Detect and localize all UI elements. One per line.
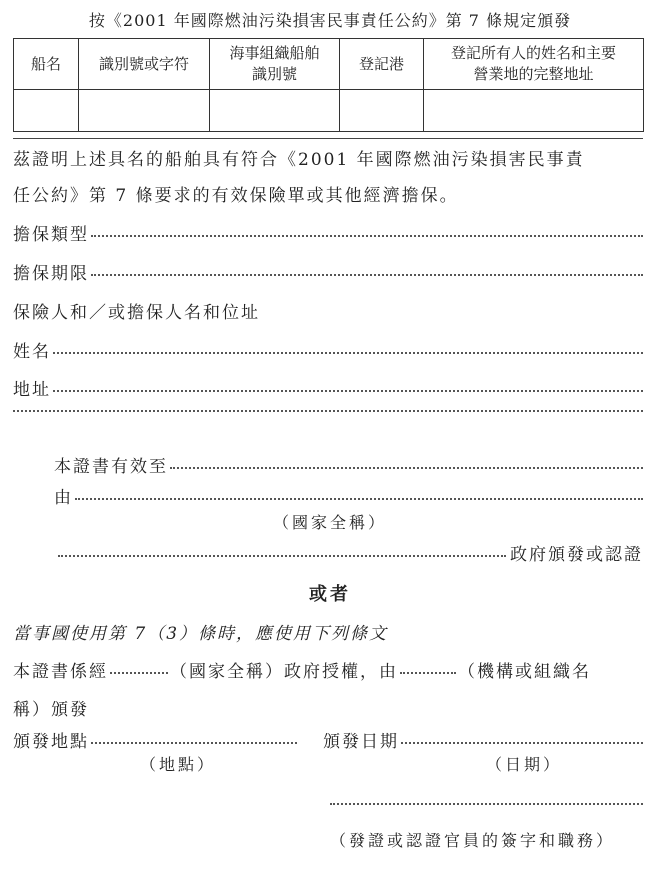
dotted-leader xyxy=(75,498,643,500)
insurer-address-continuation-field[interactable] xyxy=(13,413,643,415)
dotted-leader xyxy=(58,555,506,557)
issued-or-certified-label: 政府頒發或認證 xyxy=(510,545,643,565)
dotted-leader xyxy=(110,672,168,674)
signature-field[interactable] xyxy=(330,806,643,808)
insurer-address-label: 地址 xyxy=(13,380,51,400)
alternative-note: 當事國使用第 7（3）條時，應使用下列條文 xyxy=(13,624,389,644)
dotted-leader xyxy=(400,672,456,674)
dotted-leader xyxy=(330,803,643,805)
security-period-field[interactable] xyxy=(13,259,643,284)
port-of-registry-cell[interactable] xyxy=(340,90,424,132)
owner-address-cell[interactable] xyxy=(424,90,644,132)
insurer-name-label: 姓名 xyxy=(13,342,51,362)
date-note: （日期） xyxy=(486,755,563,774)
security-type-label: 擔保類型 xyxy=(13,225,89,245)
dotted-leader xyxy=(91,274,643,276)
column-header-call-sign: 識別號或字符 xyxy=(79,39,210,90)
call-sign-cell[interactable] xyxy=(79,90,210,132)
table-row xyxy=(14,90,644,132)
issuing-government-field[interactable] xyxy=(58,540,643,565)
column-header-owner-address: 登記所有人的姓名和主要 營業地的完整地址 xyxy=(424,39,644,90)
dotted-leader xyxy=(401,742,643,744)
issuing-state-field[interactable] xyxy=(54,483,643,508)
security-type-field[interactable] xyxy=(13,220,643,245)
imo-number-cell[interactable] xyxy=(210,90,340,132)
state-name-note: （國家全稱） xyxy=(272,513,387,532)
valid-until-label: 本證書有效至 xyxy=(54,457,168,477)
authorization-line[interactable] xyxy=(13,657,643,682)
authorization-text-a: 本證書係經 xyxy=(13,662,108,682)
column-header-imo-number: 海事組織船舶 識別號 xyxy=(210,39,340,90)
table-header-row xyxy=(14,39,644,90)
signature-note: （發證或認證官員的簽字和職務） xyxy=(330,831,616,850)
date-of-issue-label: 頒發日期 xyxy=(323,732,399,752)
form-heading: 按《2001 年國際燃油污染損害民事責任公約》第 7 條規定頒發 xyxy=(88,11,572,30)
authorization-text-b: （國家全稱）政府授權，由 xyxy=(170,662,398,682)
table-bottom-rule xyxy=(13,138,643,139)
security-period-label: 擔保期限 xyxy=(13,264,89,284)
insurer-heading: 保險人和／或擔保人名和位址 xyxy=(13,303,260,323)
authorization-text-line-2: 稱）頒發 xyxy=(13,700,89,720)
column-header-port-of-registry: 登記港 xyxy=(340,39,424,90)
dotted-leader xyxy=(53,390,643,392)
certify-text-line-2: 任公約》第 7 條要求的有效保險單或其他經濟擔保。 xyxy=(13,186,459,206)
or-heading: 或者 xyxy=(309,584,351,605)
dotted-leader xyxy=(13,410,643,412)
certify-text-line-1: 茲證明上述具名的船舶具有符合《2001 年國際燃油污染損害民事責 xyxy=(13,150,585,170)
place-note: （地點） xyxy=(140,755,217,774)
ship-name-cell[interactable] xyxy=(14,90,79,132)
place-of-issue-label: 頒發地點 xyxy=(13,732,89,752)
dotted-leader xyxy=(91,235,643,237)
dotted-leader xyxy=(170,467,643,469)
dotted-leader xyxy=(91,742,297,744)
insurer-name-field[interactable] xyxy=(13,337,643,362)
valid-until-field[interactable] xyxy=(54,452,643,477)
insurer-address-field[interactable] xyxy=(13,375,643,400)
place-of-issue-field[interactable] xyxy=(13,727,297,752)
by-label: 由 xyxy=(54,488,73,508)
date-of-issue-field[interactable] xyxy=(323,727,643,752)
authorization-text-c: （機構或組織名 xyxy=(458,662,591,682)
ship-particulars-table xyxy=(13,38,644,132)
column-header-ship-name: 船名 xyxy=(14,39,79,90)
dotted-leader xyxy=(53,352,643,354)
